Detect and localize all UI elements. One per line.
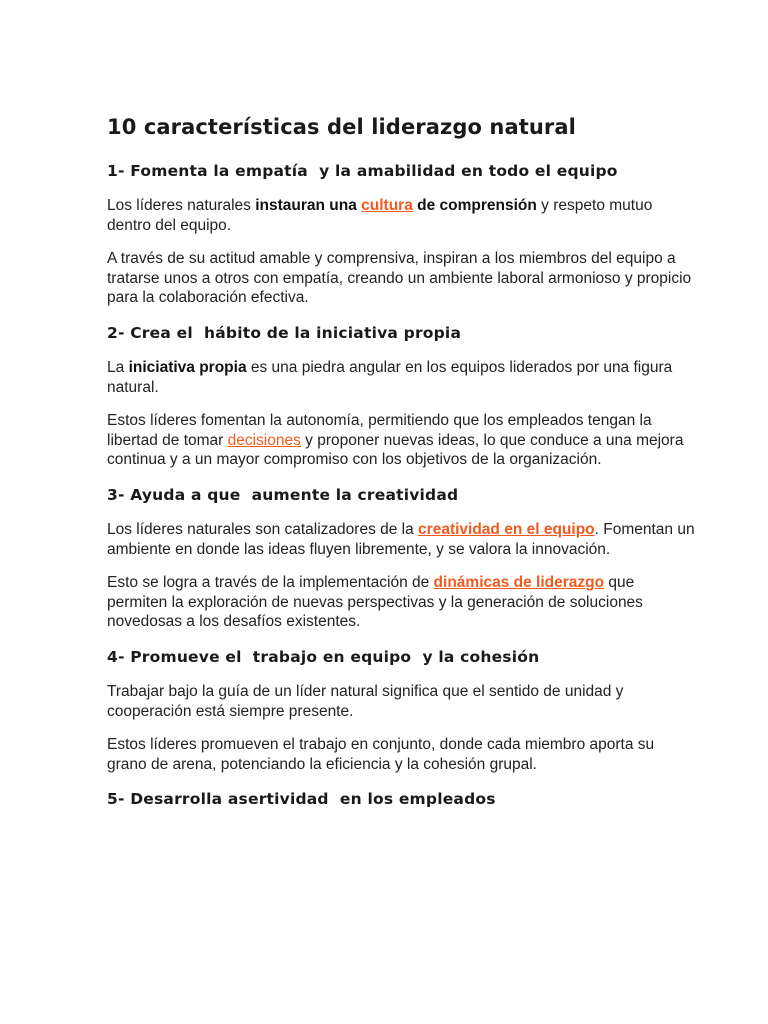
section-3 bbox=[107, 484, 697, 632]
text-run: Los líderes naturales bbox=[107, 197, 256, 214]
paragraph bbox=[107, 196, 697, 235]
paragraph bbox=[107, 411, 697, 470]
paragraph bbox=[107, 573, 697, 632]
bold-text: instauran una bbox=[255, 197, 357, 214]
text-run: es una piedra angular en los equipos liderados por una figura natural. bbox=[107, 358, 673, 396]
bold-text: de comprensión bbox=[417, 197, 537, 214]
section-heading: 3- Ayuda a que aumente la creatividad bbox=[107, 485, 459, 504]
text-run: Los líderes naturales son catalizadores de la bbox=[107, 520, 419, 538]
paragraph bbox=[107, 520, 697, 559]
paragraph: A través de su actitud amable y comprensiva, inspiran a los miembros del equipo a tratarse unos a otros con empatía, creando un ambiente laboral armonioso y propicio para la colaboración efectiva. bbox=[107, 250, 692, 307]
bold-text: iniciativa propia bbox=[128, 358, 247, 376]
text-run: . Fomentan un ambiente en donde las ideas fluyen libremente, y se valora la innovación. bbox=[107, 520, 695, 558]
paragraph bbox=[107, 358, 697, 397]
paragraph: Trabajar bajo la guía de un líder natural significa que el sentido de unidad y cooperación está siempre presente. bbox=[107, 682, 624, 720]
document-title: 10 características del liderazgo natural bbox=[107, 115, 576, 139]
document-page bbox=[107, 112, 697, 824]
link-dinamicas-de-liderazgo[interactable]: dinámicas de liderazgo bbox=[433, 574, 605, 592]
text-run: y respeto mutuo dentro del equipo. bbox=[107, 197, 653, 234]
section-heading: 5- Desarrolla asertividad en los empleados bbox=[107, 790, 496, 809]
text-run: La bbox=[107, 358, 129, 376]
section-5 bbox=[107, 788, 697, 810]
text-run: Esto se logra a través de la implementación de bbox=[107, 574, 434, 592]
section-heading: 4- Promueve el trabajo en equipo y la cohesión bbox=[107, 647, 540, 666]
section-heading: 1- Fomenta la empatía y la amabilidad en todo el equipo bbox=[107, 162, 618, 180]
text-run: y proponer nuevas ideas, lo que conduce a una mejora continua y a un mayor compromiso con los objetivos de la organización. bbox=[107, 431, 684, 469]
section-heading: 2- Crea el hábito de la iniciativa propia bbox=[107, 323, 462, 342]
link-creatividad-en-el-equipo[interactable]: creatividad en el equipo bbox=[418, 520, 595, 538]
paragraph: Estos líderes promueven el trabajo en conjunto, donde cada miembro aporta su grano de arena, potenciando la eficiencia y la cohesión grupal. bbox=[107, 736, 655, 773]
section-4 bbox=[107, 646, 697, 774]
link-cultura[interactable]: cultura bbox=[361, 197, 413, 214]
text-run: que permiten la exploración de nuevas perspectivas y la generación de soluciones novedosas a los desafíos existentes. bbox=[107, 574, 643, 631]
section-1 bbox=[107, 160, 697, 308]
section-2 bbox=[107, 322, 697, 470]
text-run: Estos líderes fomentan la autonomía, permitiendo que los empleados tengan la libertad de tomar bbox=[107, 412, 652, 449]
link-decisiones[interactable]: decisiones bbox=[227, 431, 301, 449]
